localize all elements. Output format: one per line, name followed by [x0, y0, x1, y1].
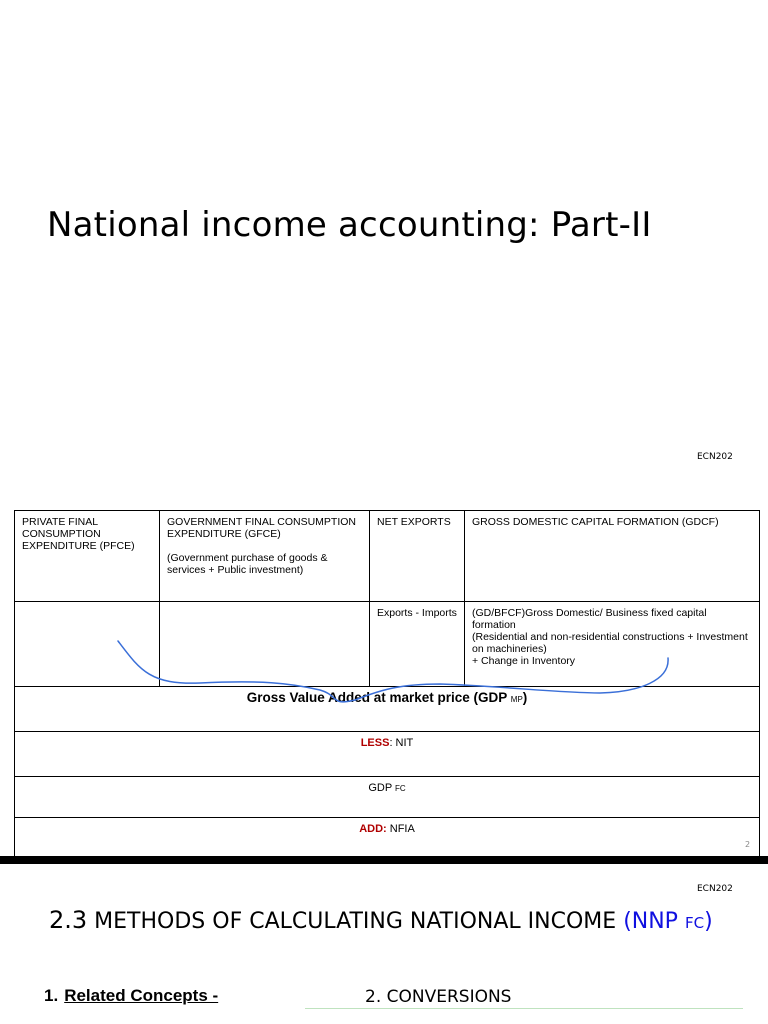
nnp-label: (NNP	[623, 909, 678, 934]
cell-pfce-detail	[15, 602, 160, 687]
decorative-green-line	[305, 1008, 743, 1009]
national-income-table	[14, 510, 760, 904]
nnp-close: )	[704, 909, 713, 934]
page-number: 2	[745, 840, 751, 849]
nnp-sub: FC	[684, 914, 705, 932]
course-code-2: ECN202	[697, 884, 733, 894]
gdcf-line-2: (Residential and non-residential constructions + Investment on machineries)	[472, 631, 748, 655]
nnp-fc	[623, 909, 712, 934]
less-row	[15, 732, 760, 777]
less-rest: : NIT	[389, 737, 414, 749]
gva-close: )	[522, 690, 528, 705]
add-rest: NFIA	[386, 823, 415, 835]
gdp-fc-sub: FC	[395, 784, 406, 793]
related-number: 1.	[44, 986, 59, 1005]
header-gdcf: GROSS DOMESTIC CAPITAL FORMATION (GDCF)	[465, 511, 760, 602]
less-cell	[15, 732, 760, 777]
gva-cell	[15, 687, 760, 732]
gdp-fc-label: GDP	[368, 782, 392, 794]
slide-methods-national-income	[0, 864, 768, 1024]
cell-gfce-detail	[160, 602, 370, 687]
section-title: METHODS OF CALCULATING NATIONAL INCOME	[94, 909, 617, 934]
slide2-title	[49, 906, 713, 934]
header-pfce: PRIVATE FINAL CONSUMPTION EXPENDITURE (PFCE)	[15, 511, 160, 602]
less-keyword: LESS	[360, 737, 390, 749]
gdcf-line-3: + Change in Inventory	[472, 655, 576, 667]
cell-gdcf-detail	[465, 602, 760, 687]
gdcf-line-1: (GD/BFCF)Gross Domestic/ Business fixed capital formation	[472, 607, 707, 631]
add-keyword: ADD:	[359, 823, 387, 835]
related-concepts-heading	[44, 986, 218, 1006]
section-number: 2.3	[49, 906, 88, 934]
slide-title: National income accounting: Part-II	[47, 205, 652, 245]
cell-net-exports-detail: Exports - Imports	[370, 602, 465, 687]
conversions-heading: 2. CONVERSIONS	[365, 987, 512, 1007]
gva-row	[15, 687, 760, 732]
gfce-note: (Government purchase of goods & services + Public investment)	[167, 552, 328, 576]
gdp-fc-cell	[15, 777, 760, 818]
add-cell	[15, 818, 760, 857]
gdp-fc-row	[15, 777, 760, 818]
gva-sub: MP	[510, 695, 523, 704]
header-gfce	[160, 511, 370, 602]
add-row	[15, 818, 760, 857]
header-net-exports: NET EXPORTS	[370, 511, 465, 602]
table-detail-row	[15, 602, 760, 687]
related-label: Related Concepts -	[64, 986, 219, 1005]
slide-divider	[0, 856, 768, 864]
gva-label: Gross Value Added at market price (GDP	[246, 690, 508, 705]
header-gfce-label: GOVERNMENT FINAL CONSUMPTION EXPENDITURE (GFCE)	[167, 516, 357, 540]
table-header-row	[15, 511, 760, 602]
course-code: ECN202	[697, 452, 733, 462]
